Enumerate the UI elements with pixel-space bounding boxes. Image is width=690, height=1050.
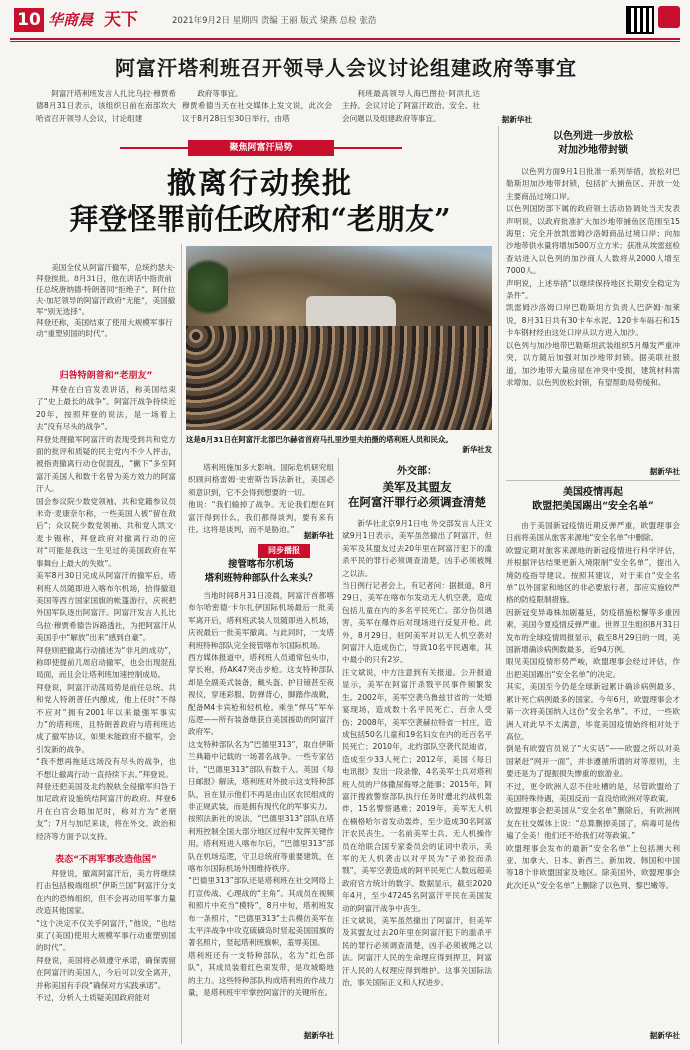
qr-code-icon [626, 6, 654, 34]
news-photo [186, 246, 492, 430]
main-headline-line1: 撤离行动挨批 [166, 166, 353, 200]
main-headline-line2: 拜登怪罪前任政府和“老朋友” [69, 202, 451, 236]
top-story-byline: 据新华社 [501, 115, 532, 124]
col-b-body: 塔利班施加多大影响。国际危机研究组织顾问格雷姆·史密斯告诉法新社，美国必须意识到，它不会得到想要的一切。 他说：“我们输掉了战争。无论我们想在阿富汗得到什么，我们都得谈判，要有来有往。这将是谈判，而不是胁迫。” [188, 463, 334, 534]
header-rule-thin [10, 41, 680, 42]
sync-report-label: 同步播报 [258, 544, 310, 558]
column-divider [338, 458, 339, 1044]
eu-us-body: 由于美国新冠疫情近期反弹严重，欧盟理事会日前将美国从旅客来源地“安全名单”中删除。 欧盟定期对旅客来源地的新冠疫情进行科学评估，并根据评估结果更新入境限制“安全名单”，提出入境防疫指导建议。按照其建议，对于来自“安全名单”以外国家和地区的非必要旅行者，部应实施较严格的防疫限制措施。 因新冠变异毒株加剧蔓延，防疫措施松懈等多重因素，美国今夏疫情反弹严重。世界卫生组织8月31日发布的全球疫情周报显示，截至8月29日的一周，美国新增确诊病例数最多，近94万例。 眼见美国疫情形势严峻，欧盟理事会经过评估，作出把美国踢出“安全名单”的决定。 其实，美国至今仍是全球新冠累计确诊病例最多、累计死亡病例最多的国家。今年6月，欧盟理事会才第一次将美国纳入这份“安全名单”。不过，一些欧洲人对此早不太满意，毕竟美国疫情始终相对处于高位。 倒是有欧盟官员说了“大实话”——欧盟之所以对美国紧赶“网开一面”，并非遵循所谓的对等原则，主要还是为了提振损失惨重的旅游业。 不过，更令欧洲人忍不住吐槽的是，尽管欧盟给了美国特殊待遇，美国反而一直没给欧洲对等政策。 欧盟理事会把美国从“安全名单”删除后，有欧洲网友在社交媒体上说：“总算删掉美国了，病毒可是传遍了全美！他们还不给我们对等政策。” 欧盟理事会发布的最新“安全名单”上包括澳大利亚、加拿大、日本、新西兰、新加坡、韩国和中国等18个非欧盟国家及地区。除美国外，欧盟理事会此次还从“安全名单”上删除了以色列、黎巴嫩等。 [506, 521, 680, 890]
section-title: 天下 [104, 10, 138, 30]
foreign-ministry-label: 外交部： [397, 466, 437, 477]
photo-credit: 新华社发 [462, 445, 492, 454]
photo-crowd [186, 326, 492, 430]
app-logo-icon [658, 6, 680, 28]
focus-label: 聚焦阿富汗局势 [188, 140, 334, 156]
sync-report-title: 接管喀布尔机场 塔利班特种部队什么来头？ [204, 559, 318, 584]
top-story-col1: 阿富汗塔利班发言人扎比乌拉·穆贾希德8月31日表示，该组织日前在南部坎大哈省召开领导人会议，讨论组建 [36, 89, 176, 123]
photo-tree [188, 252, 228, 322]
col-b-byline: 据新华社 [303, 531, 334, 540]
photo-caption: 这是8月31日在阿富汗北部巴尔赫省首府马扎里沙里夫拍摄的塔利班人员和民众。 [186, 435, 453, 444]
page-number: 10 [14, 8, 44, 32]
section-divider [506, 480, 680, 481]
sync-report-body: 当地时间8月31日凌晨，阿富汗首都喀布尔哈密德·卡尔扎伊国际机场最后一批美军离开后，塔利班武装人员随即进入机场，庆祝最后一批美军撤离。与此同时，一支塔利班特种部队完全接管喀布尔国际机场。 西方媒体报道中，塔利班人员通常包头巾，穿长袍，持AK47突击步枪。这支特种部队却是全副美式装备，戴头盔、护目镜甚至夜视仪，穿迷彩服、防弹背心，脚踏作战靴，配备M4卡宾枪和轻机枪。乘坐“悍马”军车巡逻——所有装备继获自美国援助的阿富汗政府军。 这支特种部队名为“巴德里313”，取自伊斯兰典籍中记载的一场著名战争。一些专家估计，“巴德里313”部队有数千人。英国《每日邮报》解读，塔利班对外披示这支特种部队，旨在显示他们不再是由山区农民组成的非正规武装，而是拥有现代化的军事实力。 按照法新社的说法，“巴德里313”部队在塔利班控制全国大部分地区过程中发挥关键作用。塔利班进入喀布尔后，“巴德里313”部队在机场巡逻，守卫总统府等重要建筑，在喀布尔国际机场外围维持秩序。 “巴德里313”部队还是塔利班在社交网络上打宣传战、心理战的“主角”。其成员在视频和照片中充当“模特”，8月中旬，塔利班发布一条照片，“巴德里313”士兵模仿美军在太平洋战争中攻克硫磺岛时竖起美国国旗的著名照片，竖起塔利班旗帜，羞辱美国。 塔利班还有一支特种部队，名为“红色部队”，其成员装着红色束发带，是攻城略地的主力。这些特种部队构成塔利班的作战力量，是塔利班牢牢掌控阿富汗的关键所在。 [188, 591, 334, 997]
column-divider [498, 126, 499, 1044]
lead-paragraph: 美国全仗从阿富汗撤军，总统约瑟夫·拜登挨批。8月31日，他在讲话中指责前任总统唐纳德·特朗普同“拒绝子”、阿什拉夫·加尼领导的阿富汗政府“无能”，美国撤军“别无选择”。 拜登还称，美国结束了使用大规模军事行动“重塑别国的时代”。 [36, 263, 176, 338]
top-story-headline: 阿富汗塔利班召开领导人会议讨论组建政府等事宜 [115, 56, 577, 80]
foreign-ministry-title: 美军及其盟友 在阿富汗罪行必须调查清楚 [348, 480, 486, 509]
top-story-col2: 政府等事宜。 穆贾希德当天在社交媒体上发文说，此次会议于8月28日至30日举行，由塔 [182, 89, 332, 123]
top-story-col3: 利班最高领导人海巴图拉·阿洪扎达主持。会议讨论了阿富汗政治、安全、社会问题以及组建政府等事宜。 [342, 89, 480, 123]
foreign-ministry-body: 新华社北京9月1日电 外交部发言人汪文斌9月1日表示，美军虽然撤出了阿富汗，但美军及其盟友过去20年里在阿富汗犯下的滥杀平民的罪行必须调查清楚，凶手必须被绳之以法。 当日例行记者会上，有记者问：据报道，8月29日，美军在喀布尔发动无人机空袭，造成包括儿童在内的多名平民死亡。部分伤员遇害，美军在爆炸后对现场进行反复开枪。此外，8月29日，驻阿美军对以无人机空袭对阿富汗人造成伤亡，导致10名平民遇难，其中最小的只有2岁。 汪文斌说，中方注意到有关报道。公开报道显示，美军在阿富汗杀戮平民事件频繁发生。2002年，美军空袭乌鲁兹甘省的一处婚宴现场，造成数十名平民死亡、百余人受伤；2008年，美军空袭赫拉特省一村庄，造成包括50名儿童和19名妇女在内的近百名平民死亡；2010年，北约部队空袭代昆迪省，造成至少33人死亡；2012年，美国《每日电讯报》发出一段录像，4名美军士兵对塔利班人员的尸体撒尿侮辱之能事；2015年，阿富汗搜救警察部队执行任务时遭北约战机轰炸，15名警察遇难；2019年，美军无人机在楠格哈尔省发动轰炸，至少造成30名阿富汗农民丧生。一名前美军士兵、无人机操作员在给联合国专家委员会的证词中表示，美军的无人机袭击以对平民为“子弟狡而杀戮”，美军空袭造成的阿平民死亡人数远超美政府官方统计的数字。数据显示，截至2020年4月，至少47245名阿富汗平民在美国发动的阿富汗战争中丧生。 汪文斌说，美军虽然撤出了阿富汗，但美军及其盟友过去20年里在阿富汗犯下的滥杀平民的罪行必须调查清楚，凶手必须被绳之以法。阿富汗人民的生命理应得到捍卫，阿富汗人民的人权理应得到维护。这事关国际法治，事关国际正义和人权进步。 [342, 519, 492, 988]
israel-gaza-title: 以色列进一步放松 对加沙地带封锁 [553, 131, 633, 156]
eu-us-title: 美国疫情再起 欧盟把美国踢出“安全名单” [532, 487, 654, 512]
column-divider [181, 244, 182, 1044]
col-a-body1: 拜登在白宫发表讲话，称美国结束了“史上最长的战争”。阿富汗战争持续近20年，按照拜登的说法，是一场着上去“没有尽头的战争”。 拜登处理撤军阿富汗的表现受到共和党方面的批评和质疑的民主党内不少人抨击，被指责撤离行动仓促混乱，“撇下”多至阿富汗美国人和数千名曾为美方效力的阿富汗人。 国会参议院少数党领袖、共和党籍参议员米奇·麦康奈尔称，一些美国人被“留在敌后”；众议院少数党领袖、共和党人凯文·麦卡锡称，拜登政府对撤离行动的应对“可能是我这一生见过的美国政府在军事舞台上最大的失败”。 美军8月30日完成从阿富汗的撤军后，塔利班人员随即进入喀布尔机场，拾得撤退美国等西方国家国旗的帐篷游行，庆祝把外国军队逐出阿富汗。阿富汗发言人扎比乌拉·穆贾希德告诉路透社，为把阿富汗从美国手中“解放”出来“感到自豪”。 拜登则把撤离行动描述为“非凡的成功”，称即使提前几周启动撤军，也会出现混乱局面，而且会让塔利班加速控制成局。 拜登说，阿富汗动荡局势是前任总统、共和党人特朗普任内酿成，他上任时“不得不应对”拥有2001年以来最强军事实力”的塔利班，且特朗普政府与塔利班达成了撤军协议，如果未能政府不撤军，会引发新的战争。 “我不想再拖延这场没有尽头的战争，也不想让撤离行动一直持续下去。”拜登说。 拜登还把美国及北约脱轨全侵撤军归咎于加尼政府设施统结阿富汗的政府。拜登6月在白宫会晤加尼时，称对方为“老朋友”；7月与加尼来谈，将在外交、政治和经济等方面予以支持。 [36, 385, 176, 841]
israel-gaza-byline: 据新华社 [649, 467, 680, 476]
sync-report-byline: 据新华社 [303, 1031, 334, 1040]
eu-us-byline: 据新华社 [649, 1031, 680, 1040]
subhead-blame: 归咎特朗普和“老朋友” [59, 371, 153, 381]
col-a-body2: 拜登说，撤离阿富汗后，美方将继续打击包括极端组织“伊斯兰国”阿富汗分支在内的恐怖组织，但不会再动用军事力量改造其他国家。 “这个决定不仅关乎阿富汗，”他说，“也结束了(美国)使用大规模军事行动重塑别国的时代”。 拜登说，美国将必须遵守承诺，确保需留在阿富汗的美国人，今后可以安全离开，并称美国有手段“确保对方实践承诺”。 不过，分析人士质疑美国政府能对 [36, 869, 176, 1003]
issue-info: 2021年9月2日 星期四 责编 王丽 版式 梁燕 总检 张浩 [172, 16, 377, 26]
header-rule [10, 38, 680, 40]
israel-gaza-body: 以色列方面9月1日批准一系列举措，放松对巴勒斯坦加沙地带封锁，包括扩大捕鱼区、开放一处主要商品过境口岸。 以色列国防部下属的政府领土活动协调处当天发表声明说，以政府批准扩大加沙地带捕鱼区范围至15海里；完全开放凯雷姆沙洛姆商品过境口岸；向加沙地带供水量将增加500万立方米；获准从埃雷兹检查站进入以色列的加沙商人人数将从2000人增至7000人。 声明说，上述举措“以继续保持地区长期安全稳定为条件”。 凯雷姆沙洛姆口岸巴勒斯坦方负责人巴萨姆·加莱说，8月31日共有30卡车水泥、120卡车砾石和15卡车钢材经由这处口岸从以方进入加沙。 以色列与加沙地带巴勒斯坦武装组织5月爆发严重冲突，以方随后加强对加沙地带封锁。据美联社报道，加沙地带大量房屋在冲突中受损，建筑材料需求增加。以色列放松封锁，有望帮助局势缓和。 [506, 167, 680, 387]
paper-name-logo: 华商晨 [48, 11, 94, 29]
subhead-no-military: 表态“不再军事改造他国” [55, 855, 157, 865]
